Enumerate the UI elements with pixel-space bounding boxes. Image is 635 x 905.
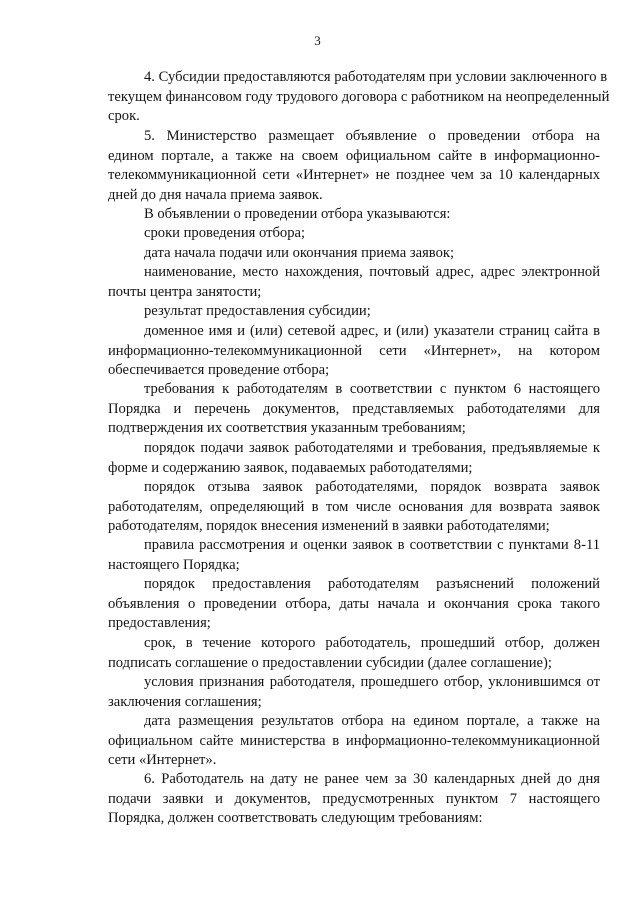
paragraph (108, 263, 600, 302)
text-line: наименование, место нахождения, почтовый адрес, адрес электронной (144, 264, 600, 280)
paragraph (108, 536, 600, 575)
text-line: порядок подачи заявок работодателями и требования, предъявляемые к (144, 440, 600, 456)
text-line: условия признания работодателя, прошедшего отбор, уклонившимся от (144, 674, 600, 690)
text-line: дата начала подачи или окончания приема заявок; (144, 245, 455, 261)
text-line: порядок отзыва заявок работодателями, порядок возврата заявок (144, 479, 600, 495)
text-line: телекоммуникационной сети «Интернет» не позднее чем за 10 календарных (108, 167, 600, 184)
paragraph (108, 224, 600, 244)
text-line: правила рассмотрения и оценки заявок в соответствии с пунктами 8-11 (144, 537, 600, 553)
paragraph (108, 712, 600, 771)
text-line: порядок предоставления работодателям разъяснений положений (144, 576, 600, 592)
paragraph (108, 68, 610, 127)
paragraph (108, 478, 600, 537)
paragraph (108, 439, 600, 478)
text-line: сети «Интернет». (108, 752, 217, 769)
text-line: объявления о проведении отбора, даты начала и окончания срока такого (108, 595, 600, 612)
text-line: подписать соглашение о предоставлении субсидии (далее соглашение); (108, 654, 552, 671)
text-line: заключения соглашения; (108, 693, 262, 710)
text-line: 4. Субсидии предоставляются работодателям при условии заключенного в (144, 69, 608, 85)
text-line: дата размещения результатов отбора на едином портале, а также на (144, 713, 600, 729)
text-line: сроки проведения отбора; (144, 225, 306, 241)
text-line: 6. Работодатель на дату не ранее чем за 30 календарных дней до дня (144, 771, 600, 787)
paragraph (108, 127, 600, 205)
text-line: почты центра занятости; (108, 283, 262, 300)
text-line: результат предоставления субсидии; (144, 303, 371, 319)
text-line: срок. (108, 108, 140, 125)
page-number: 3 (314, 33, 321, 48)
text-line: работодателям, порядок внесения изменений в заявки работодателями; (108, 518, 550, 535)
text-line: дней до дня начала приема заявок. (108, 186, 323, 203)
paragraph (108, 575, 600, 634)
text-line: подтверждения их соответствия указанным требованиям; (108, 420, 466, 437)
text-line: текущем финансовом году трудового договора с работником на неопределенный (108, 88, 610, 105)
paragraph (108, 244, 600, 264)
paragraph (108, 205, 600, 225)
text-line: требования к работодателям в соответствии с пунктом 6 настоящего (144, 381, 600, 397)
text-line: официальном сайте министерства в информационно-телекоммуникационной (108, 732, 600, 749)
text-line: 5. Министерство размещает объявление о проведении отбора на (144, 128, 600, 144)
paragraph (108, 380, 600, 439)
text-line: подачи заявки и документов, предусмотренных пунктом 7 настоящего (108, 790, 600, 807)
text-line: обеспечивается проведение отбора; (108, 362, 330, 379)
text-line: Порядка, должен соответствовать следующим требованиям: (108, 810, 483, 827)
text-line: работодателям, определяющий в том числе основания для возврата заявок (108, 498, 600, 515)
text-line: едином портале, а также на своем официальном сайте в информационно- (108, 147, 600, 164)
text-line: настоящего Порядка; (108, 556, 240, 573)
paragraph (108, 770, 600, 829)
text-line: информационно-телекоммуникационной сети «Интернет», на котором (108, 342, 600, 359)
text-line: срок, в течение которого работодатель, прошедший отбор, должен (144, 635, 600, 651)
text-line: предоставления; (108, 615, 211, 632)
paragraph (108, 673, 600, 712)
text-line: доменное имя и (или) сетевой адрес, и (или) указатели страниц сайта в (144, 323, 600, 339)
text-line: Порядка и перечень документов, представляемых работодателями для (108, 400, 600, 417)
paragraph (108, 302, 600, 322)
text-line: В объявлении о проведении отбора указываются: (144, 206, 451, 222)
paragraph (108, 634, 600, 673)
paragraph (108, 322, 600, 381)
text-line: форме и содержанию заявок, подаваемых работодателями; (108, 459, 473, 476)
